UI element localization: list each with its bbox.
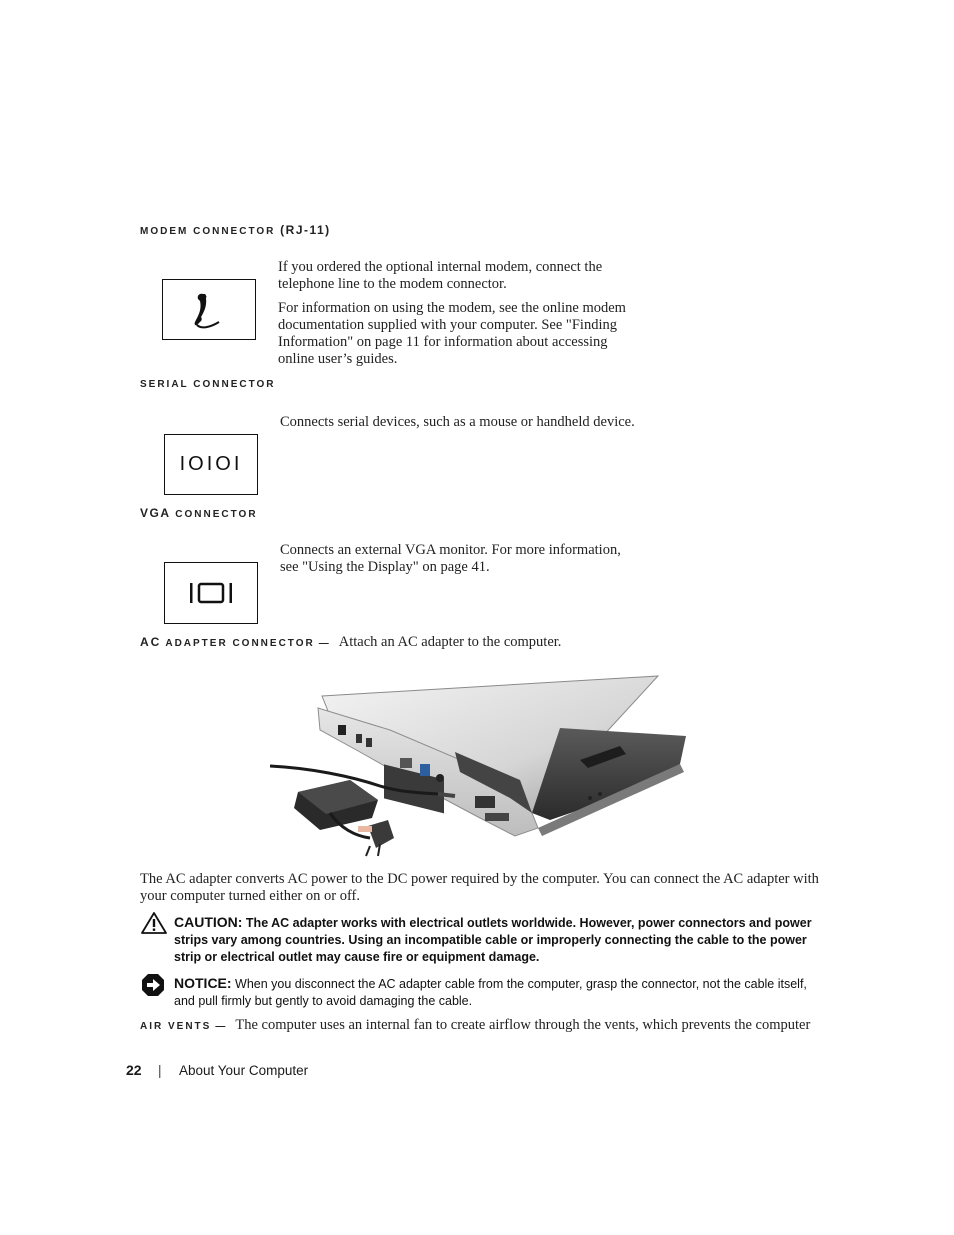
air-vents-text: The computer uses an internal fan to create airflow through the vents, which prevents the computer	[235, 1017, 811, 1033]
air-vents-line	[140, 1016, 810, 1034]
air-vents-dash: —	[215, 1021, 226, 1032]
ac-description: Attach an AC adapter to the computer.	[338, 634, 562, 650]
ac-heading-dash: —	[318, 638, 329, 649]
telephone-handset-icon	[162, 279, 256, 340]
modem-heading-text: MODEM CONNECTOR	[140, 226, 276, 237]
caution-block	[174, 914, 819, 966]
caution-text: The AC adapter works with electrical outlets worldwide. However, power connectors and power strips vary among countries. Using an incompatible cable or improperly connecting the cable to the power strip or electrical outlet may cause fire or equipment damage.	[174, 916, 812, 964]
modem-connector-heading	[140, 223, 331, 237]
modem-paragraph-2: For information on using the modem, see the online modem documentation supplied with your computer. See "Finding Information" on page 11 for information about accessing online user’s guides.	[278, 300, 626, 367]
modem-paragraph-1: If you ordered the optional internal modem, connect the telephone line to the modem connector.	[278, 259, 603, 292]
ac-heading-small: ADAPTER CONNECTOR	[165, 638, 315, 649]
footer-chapter-title: About Your Computer	[179, 1063, 309, 1078]
ac-adapter-line	[140, 633, 561, 651]
modem-description	[278, 259, 638, 375]
serial-port-glyph: IOIOI	[179, 453, 243, 475]
laptop-ac-adapter-illustration	[270, 668, 690, 858]
air-vents-heading: AIR VENTS	[140, 1021, 212, 1032]
vga-description: Connects an external VGA monitor. For more information, see "Using the Display" on page 41.	[280, 542, 621, 575]
warning-triangle-icon	[140, 911, 168, 935]
serial-connector-heading: SERIAL CONNECTOR	[140, 379, 276, 390]
footer-separator: |	[158, 1063, 162, 1078]
caution-label: CAUTION:	[174, 914, 243, 930]
vga-heading-big: VGA	[140, 506, 171, 520]
modem-heading-rj11: (RJ-11)	[280, 223, 331, 237]
serial-port-icon	[164, 434, 258, 495]
vga-connector-heading	[140, 506, 258, 520]
vga-monitor-icon	[164, 562, 258, 624]
notice-arrow-icon	[141, 973, 165, 997]
notice-label: NOTICE:	[174, 975, 232, 991]
page-number: 22	[126, 1062, 142, 1078]
notice-text: When you disconnect the AC adapter cable from the computer, grasp the connector, not the cable itself, and pull firmly but gently to avoid damaging the cable.	[174, 977, 807, 1008]
ac-heading-big: AC	[140, 635, 162, 649]
serial-description: Connects serial devices, such as a mouse or handheld device.	[280, 414, 635, 430]
ac-adapter-paragraph: The AC adapter converts AC power to the DC power required by the computer. You can connect the AC adapter with your computer turned either on or off.	[140, 871, 819, 904]
notice-block	[174, 975, 819, 1010]
vga-heading-small: CONNECTOR	[175, 509, 258, 520]
